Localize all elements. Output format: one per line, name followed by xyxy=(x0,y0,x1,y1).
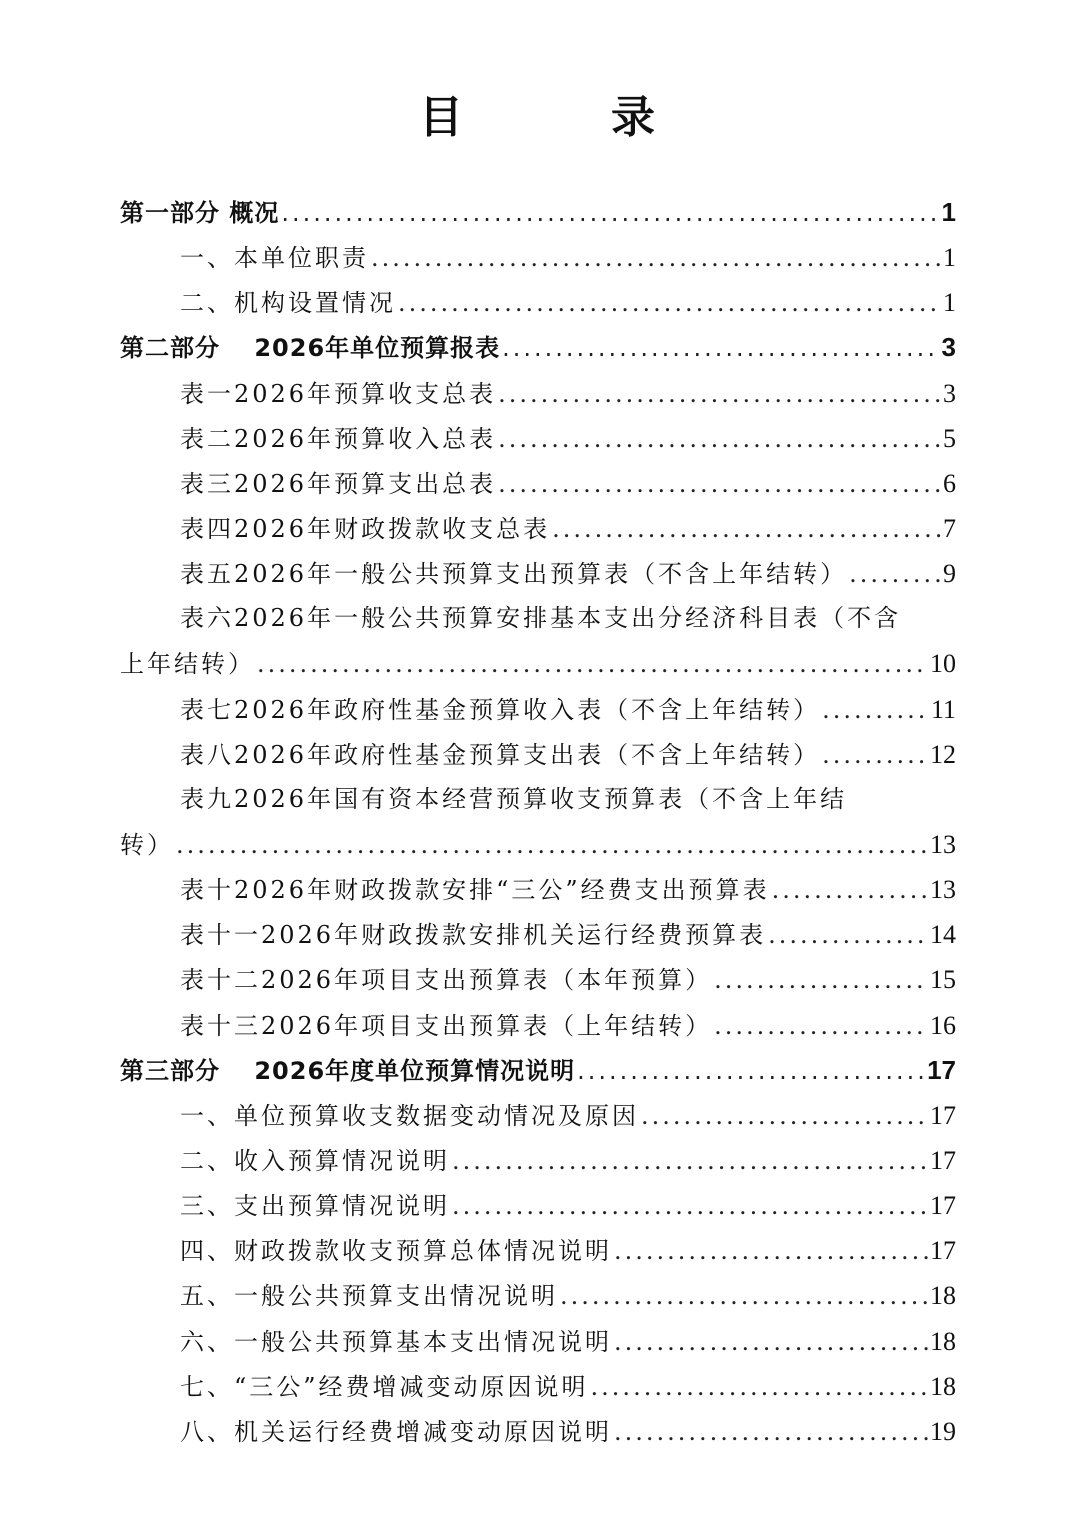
toc-entry-label: 一、本单位职责 xyxy=(180,244,369,273)
toc-leader-dots xyxy=(714,1004,928,1049)
toc-leader-dots xyxy=(714,958,928,1003)
toc-entry-table-13[interactable] xyxy=(120,1003,956,1048)
toc-entry-label: 第一部分 概况 xyxy=(120,199,280,227)
toc-leader-dots xyxy=(498,462,941,507)
toc-page-number: 3 xyxy=(943,378,956,408)
toc-entry-table-10[interactable] xyxy=(120,867,956,912)
toc-entry-organization[interactable] xyxy=(120,280,956,325)
toc-entry-label: 表七2026年政府性基金预算收入表（不含上年结转） xyxy=(180,695,821,724)
toc-leader-dots xyxy=(502,326,939,371)
toc-entry-part-2[interactable] xyxy=(120,325,956,370)
toc-entry-part-3[interactable] xyxy=(120,1048,956,1093)
toc-leader-dots xyxy=(822,733,928,778)
toc-entry-table-9-line1[interactable]: 表九2026年国有资本经营预算收支预算表（不含上年结 xyxy=(180,784,848,813)
toc-leader-dots xyxy=(591,1365,928,1410)
toc-page-number: 13 xyxy=(930,875,956,905)
toc-page-number: 10 xyxy=(930,649,956,679)
toc-page-number: 19 xyxy=(930,1416,956,1446)
toc-entry-part-1[interactable] xyxy=(120,190,956,235)
toc-leader-dots xyxy=(560,1274,928,1319)
toc-leader-dots xyxy=(822,688,929,733)
toc-entry-table-6[interactable] xyxy=(120,641,956,686)
toc-page-number: 11 xyxy=(930,694,956,724)
toc-page-number: 18 xyxy=(930,1326,956,1356)
toc-entry-table-1[interactable] xyxy=(120,371,956,416)
toc-leader-dots xyxy=(552,507,941,552)
toc-leader-dots xyxy=(498,417,941,462)
toc-leader-dots xyxy=(614,1320,928,1365)
toc-entry-table-5[interactable] xyxy=(120,551,956,596)
toc-page-number: 9 xyxy=(943,559,956,589)
toc-entry-label: 表四2026年财政拨款收支总表 xyxy=(180,514,551,543)
toc-page-number: 5 xyxy=(943,423,956,453)
toc-page-number: 17 xyxy=(930,1100,956,1130)
toc-page-number: 6 xyxy=(943,468,956,498)
toc-entry-basic-expenditure[interactable] xyxy=(120,1319,956,1364)
toc-entry-table-8[interactable] xyxy=(120,732,956,777)
toc-page-number: 13 xyxy=(930,829,956,859)
toc-leader-dots xyxy=(577,1049,925,1094)
toc-leader-dots xyxy=(641,1094,928,1139)
toc-page-number: 16 xyxy=(930,1010,956,1040)
toc-entry-label: 表十三2026年项目支出预算表（上年结转） xyxy=(180,1011,713,1040)
toc-leader-dots xyxy=(281,191,939,236)
toc-entry-label: 六、一般公共预算基本支出情况说明 xyxy=(180,1327,612,1356)
toc-page-number: 18 xyxy=(930,1371,956,1401)
toc-leader-dots xyxy=(452,1184,928,1229)
toc-page-number: 17 xyxy=(930,1191,956,1221)
toc-page-number: 1 xyxy=(943,288,956,318)
toc-entry-table-7[interactable] xyxy=(120,687,956,732)
toc-page-number: 17 xyxy=(930,1236,956,1266)
toc-entry-label: 四、财政拨款收支预算总体情况说明 xyxy=(180,1237,612,1266)
toc-leader-dots xyxy=(772,868,928,913)
toc-entry-label: 表十2026年财政拨款安排“三公”经费支出预算表 xyxy=(180,876,770,905)
toc-leader-dots xyxy=(176,823,928,868)
toc-entry-label: 一、单位预算收支数据变动情况及原因 xyxy=(180,1101,639,1130)
toc-entry-budget-changes[interactable] xyxy=(120,1093,956,1138)
toc-entry-label: 表八2026年政府性基金预算支出表（不含上年结转） xyxy=(180,740,821,769)
toc-entry-label: 第三部分 2026年度单位预算情况说明 xyxy=(120,1056,576,1085)
toc-entry-operating-expenses[interactable] xyxy=(120,1409,956,1454)
toc-page-number: 7 xyxy=(943,513,956,543)
toc-entry-expenditure-budget[interactable] xyxy=(120,1183,956,1228)
toc-entry-table-11[interactable] xyxy=(120,912,956,957)
toc-entry-label: 三、支出预算情况说明 xyxy=(180,1192,450,1221)
toc-entry-fiscal-allocation[interactable] xyxy=(120,1228,956,1273)
toc-leader-dots xyxy=(498,372,941,417)
toc-entry-label: 表十一2026年财政拨款安排机关运行经费预算表 xyxy=(180,921,767,950)
toc-entry-label: 表一2026年预算收支总表 xyxy=(180,379,497,408)
toc-entry-label: 五、一般公共预算支出情况说明 xyxy=(180,1282,558,1311)
toc-entry-label: 第二部分 2026年单位预算报表 xyxy=(120,334,501,363)
toc-leader-dots xyxy=(849,552,941,597)
toc-entry-label: 二、收入预算情况说明 xyxy=(180,1146,450,1175)
toc-entry-income-budget[interactable] xyxy=(120,1138,956,1183)
toc-entry-label: 八、机关运行经费增减变动原因说明 xyxy=(180,1417,612,1446)
table-of-contents xyxy=(120,190,956,1454)
toc-page-number: 18 xyxy=(930,1281,956,1311)
toc-leader-dots xyxy=(452,1139,928,1184)
toc-leader-dots xyxy=(257,642,928,687)
toc-leader-dots xyxy=(398,281,941,326)
toc-entry-responsibilities[interactable] xyxy=(120,235,956,280)
toc-entry-label: 表二2026年预算收入总表 xyxy=(180,424,497,453)
toc-leader-dots xyxy=(614,1410,928,1455)
toc-entry-label: 表三2026年预算支出总表 xyxy=(180,469,497,498)
toc-page-number: 1 xyxy=(943,243,956,273)
toc-leader-dots xyxy=(768,913,928,958)
toc-page-number: 17 xyxy=(930,1145,956,1175)
page-title: 目 录 xyxy=(419,92,707,143)
toc-entry-table-2[interactable] xyxy=(120,416,956,461)
toc-leader-dots xyxy=(371,236,941,281)
toc-entry-label: 七、“三公”经费增减变动原因说明 xyxy=(180,1372,589,1401)
toc-entry-table-6-line1[interactable]: 表六2026年一般公共预算安排基本支出分经济科目表（不含 xyxy=(180,604,902,633)
toc-entry-label: 转） xyxy=(120,830,174,859)
toc-entry-three-public-expenses[interactable] xyxy=(120,1364,956,1409)
toc-page-number: 15 xyxy=(930,965,956,995)
toc-entry-table-4[interactable] xyxy=(120,506,956,551)
toc-page-number: 17 xyxy=(927,1054,956,1085)
toc-entry-table-3[interactable] xyxy=(120,461,956,506)
toc-page-number: 12 xyxy=(930,739,956,769)
toc-leader-dots xyxy=(614,1229,928,1274)
toc-entry-table-9[interactable] xyxy=(120,822,956,867)
toc-entry-label: 表十二2026年项目支出预算表（本年预算） xyxy=(180,966,713,995)
toc-page-number: 14 xyxy=(930,920,956,950)
toc-entry-label: 上年结转） xyxy=(120,650,255,679)
toc-entry-label: 二、机构设置情况 xyxy=(180,289,396,318)
toc-entry-table-12[interactable] xyxy=(120,957,956,1002)
toc-page-number: 3 xyxy=(941,332,956,363)
toc-page-number: 1 xyxy=(941,197,956,227)
toc-entry-label: 表五2026年一般公共预算支出预算表（不含上年结转） xyxy=(180,560,848,589)
toc-entry-public-expenditure[interactable] xyxy=(120,1273,956,1318)
